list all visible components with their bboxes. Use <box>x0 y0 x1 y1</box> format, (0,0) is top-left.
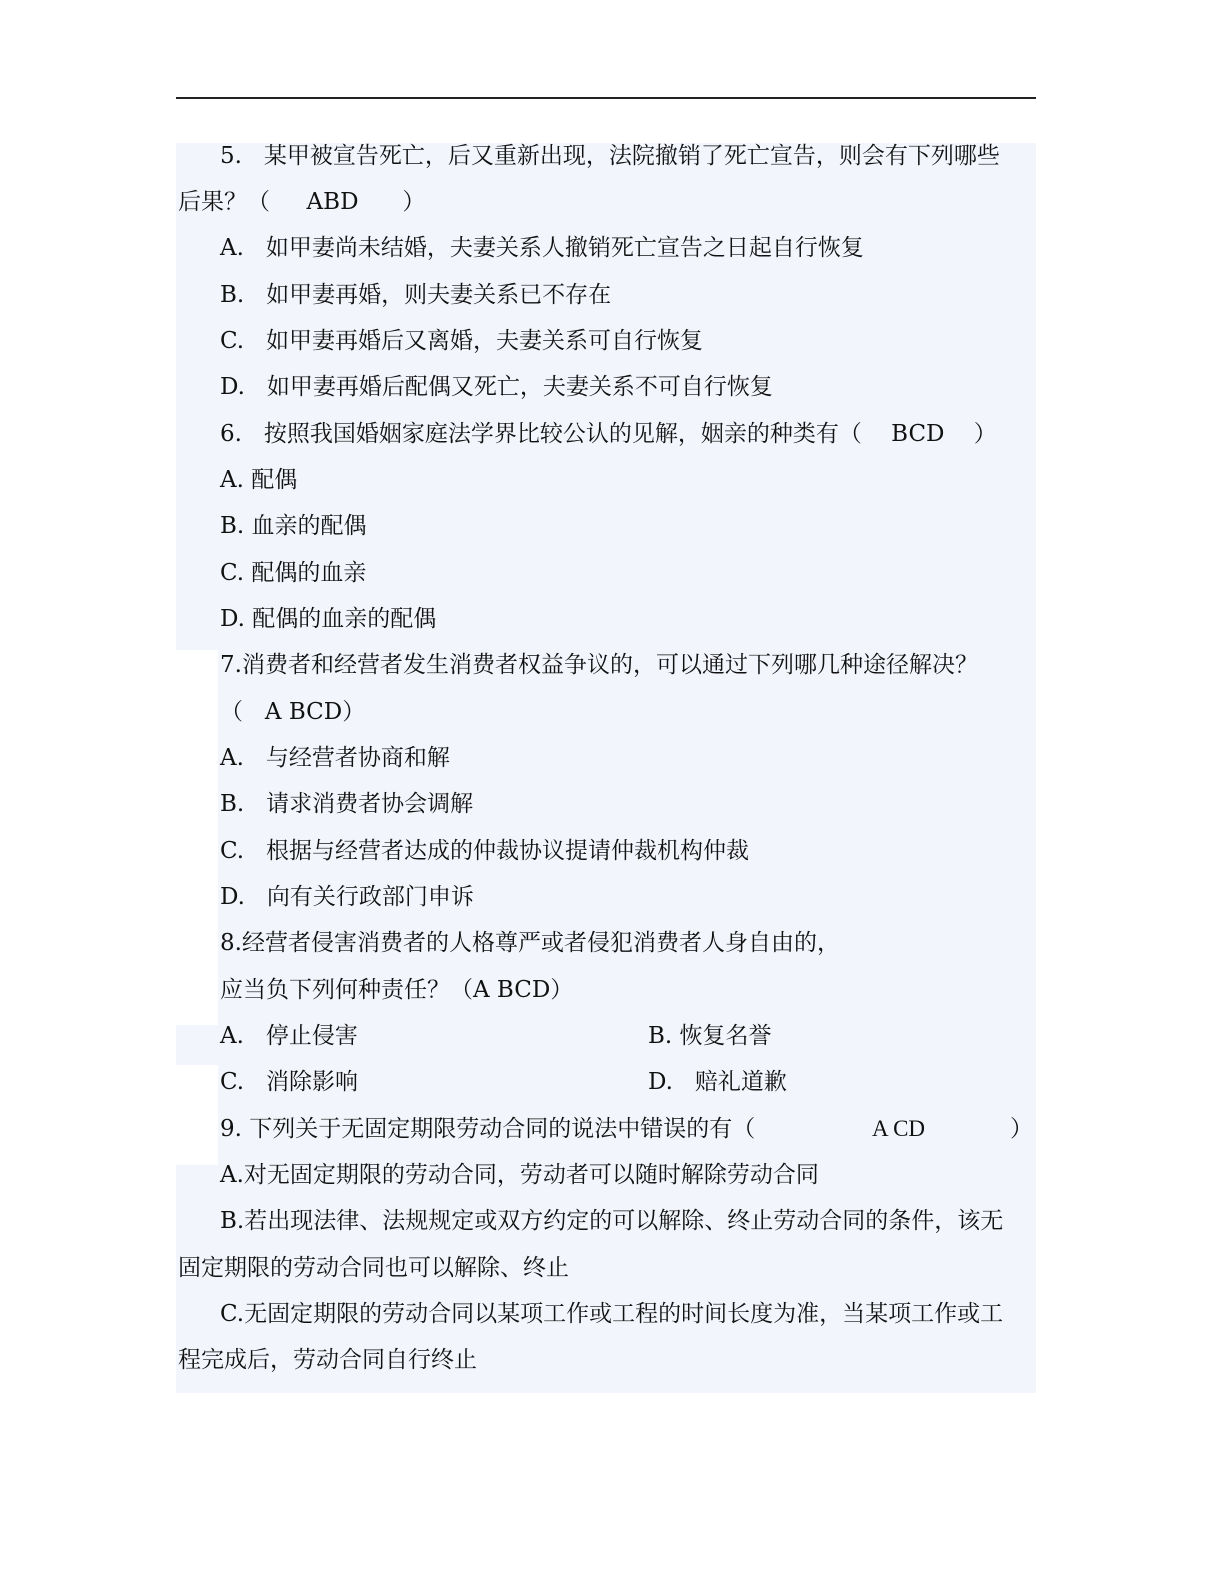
q5-stem-line1: 5. 某甲被宣告死亡，后又重新出现，法院撤销了死亡宣告，则会有下列哪些 <box>220 143 1000 169</box>
q5-option-c: C. 如甲妻再婚后又离婚，夫妻关系可自行恢复 <box>220 328 704 354</box>
q7-option-a: A. 与经营者协商和解 <box>220 745 450 771</box>
q6-option-a: A. 配偶 <box>220 467 298 493</box>
q7-option-b: B. 请求消费者协会调解 <box>220 791 474 817</box>
q9-option-c-line1: C.无固定期限的劳动合同以某项工作或工程的时间长度为准，当某项工作或工 <box>220 1301 1004 1327</box>
q8-option-a: A. 停止侵害 <box>220 1023 358 1049</box>
q9-option-c-line2: 程完成后，劳动合同自行终止 <box>178 1347 477 1373</box>
q8-option-d: D. 赔礼道歉 <box>648 1069 787 1095</box>
q6-option-c: C. 配偶的血亲 <box>220 560 367 586</box>
q6-option-b: B. 血亲的配偶 <box>220 513 367 539</box>
q8-stem-line2: 应当负下列何种责任？（A BCD） <box>220 977 574 1003</box>
q9-option-a: A.对无固定期限的劳动合同，劳动者可以随时解除劳动合同 <box>220 1162 819 1188</box>
q6-option-d: D. 配偶的血亲的配偶 <box>220 606 437 632</box>
q6-stem: 6. 按照我国婚姻家庭法学界比较公认的见解，姻亲的种类有（ BCD ） <box>220 421 997 447</box>
q9-answer: A CD <box>872 1116 926 1141</box>
q5-option-a: A. 如甲妻尚未结婚，夫妻关系人撤销死亡宣告之日起自行恢复 <box>220 235 864 261</box>
q5-option-b: B. 如甲妻再婚，则夫妻关系已不存在 <box>220 282 612 308</box>
q8-option-b: B. 恢复名誉 <box>648 1023 772 1049</box>
q8-stem-line1: 8.经营者侵害消费者的人格尊严或者侵犯消费者人身自由的， <box>220 930 840 956</box>
q9-option-b-line1: B.若出现法律、法规规定或双方约定的可以解除、终止劳动合同的条件，该无 <box>220 1208 1004 1234</box>
q7-option-c: C. 根据与经营者达成的仲裁协议提请仲裁机构仲裁 <box>220 838 750 864</box>
q9-stem: 9. 下列关于无固定期限劳动合同的说法中错误的有（ <box>220 1116 756 1142</box>
q7-option-d: D. 向有关行政部门申诉 <box>220 884 474 910</box>
q8-option-c: C. 消除影响 <box>220 1069 359 1095</box>
header-rule <box>176 97 1036 99</box>
q5-option-d: D. 如甲妻再婚后配偶又死亡，夫妻关系不可自行恢复 <box>220 374 773 400</box>
q7-stem-line2: （ A BCD） <box>220 699 366 725</box>
q9-option-b-line2: 固定期限的劳动合同也可以解除、终止 <box>178 1255 569 1281</box>
q7-stem-line1: 7.消费者和经营者发生消费者权益争议的，可以通过下列哪几种途径解决？ <box>220 652 978 678</box>
q5-stem-line2: 后果？（ ABD ） <box>178 189 426 215</box>
q9-stem-close: ） <box>1010 1116 1033 1142</box>
